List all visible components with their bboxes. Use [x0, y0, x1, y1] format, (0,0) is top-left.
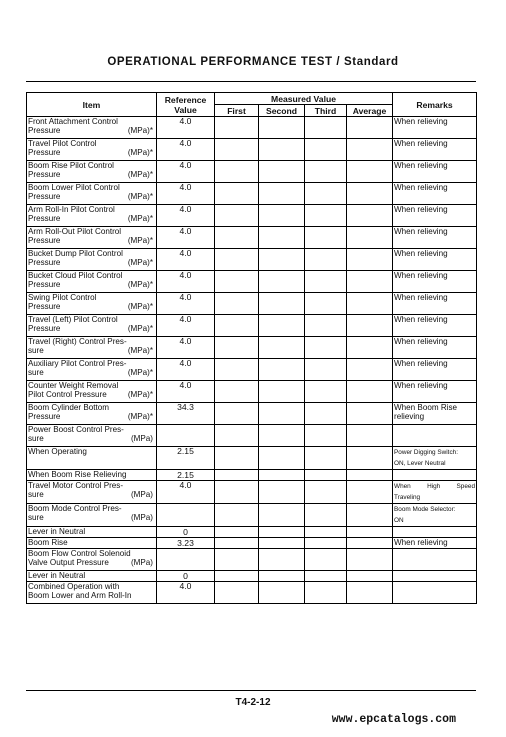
remark: When relieving [393, 205, 477, 227]
item-label: sure [28, 490, 44, 500]
second-measurement-cell[interactable] [259, 470, 305, 481]
first-measurement-cell[interactable] [215, 571, 259, 582]
second-measurement-cell[interactable] [259, 117, 305, 139]
second-measurement-cell[interactable] [259, 337, 305, 359]
item-label: Pressure [28, 280, 61, 290]
item-label: Travel Pilot Control [28, 139, 97, 148]
average-cell[interactable] [347, 271, 393, 293]
remark: When relieving [393, 161, 477, 183]
remark: When relieving [393, 359, 477, 381]
unit-label: (MPa)* [127, 192, 153, 202]
item-label: Travel (Right) Control Pres- [28, 337, 127, 346]
item-label: Boom Cylinder Bottom [28, 403, 109, 412]
remark: When relieving [393, 249, 477, 271]
first-measurement-cell[interactable] [215, 227, 259, 249]
item-label: Pressure [28, 214, 61, 224]
reference-value: 4.0 [157, 359, 215, 381]
second-measurement-cell[interactable] [259, 205, 305, 227]
third-measurement-cell[interactable] [305, 538, 347, 549]
item-label: Travel (Left) Pilot Control [28, 315, 118, 324]
first-measurement-cell[interactable] [215, 549, 259, 571]
item-label: Arm Roll-In Pilot Control [28, 205, 115, 214]
remark: Power Digging Switch: [394, 449, 458, 456]
page-title: OPERATIONAL PERFORMANCE TEST / Standard [107, 56, 399, 68]
item-label: Pressure [28, 324, 61, 334]
remark: relieving [394, 412, 425, 422]
item-label: Pressure [28, 302, 61, 312]
average-cell[interactable] [347, 504, 393, 527]
item-label: Pressure [28, 170, 61, 180]
second-measurement-cell[interactable] [259, 139, 305, 161]
second-measurement-cell[interactable] [259, 293, 305, 315]
unit-label: (MPa)* [127, 390, 153, 400]
average-cell[interactable] [347, 582, 393, 604]
reference-value: 4.0 [157, 227, 215, 249]
first-measurement-cell[interactable] [215, 582, 259, 604]
third-measurement-cell[interactable] [305, 527, 347, 538]
item-label: Travel Motor Control Pres- [28, 481, 124, 490]
third-measurement-cell[interactable] [305, 403, 347, 425]
table-row [27, 571, 477, 582]
reference-value: 4.0 [157, 205, 215, 227]
unit-label: (MPa)* [127, 280, 153, 290]
remark: When relieving [393, 381, 477, 403]
item-label: Auxiliary Pilot Control Pres- [28, 359, 127, 368]
item-label: Bucket Dump Pilot Control [28, 249, 123, 258]
remark: When relieving [393, 183, 477, 205]
second-measurement-cell[interactable] [259, 481, 305, 504]
table-row [27, 470, 477, 481]
remark: When Boom Rise [394, 403, 458, 412]
third-measurement-cell[interactable] [305, 205, 347, 227]
unit-label: (MPa)* [127, 258, 153, 268]
table-row [27, 227, 477, 249]
first-measurement-cell[interactable] [215, 337, 259, 359]
performance-test-table [26, 92, 477, 604]
second-measurement-cell[interactable] [259, 538, 305, 549]
table-row [27, 504, 477, 527]
header-rule [26, 81, 476, 82]
item-label: Boom Lower and Arm Roll-In [28, 591, 132, 601]
header-item: Item [27, 93, 157, 117]
third-measurement-cell[interactable] [305, 425, 347, 447]
item-label: Front Attachment Control [28, 117, 118, 126]
first-measurement-cell[interactable] [215, 481, 259, 504]
average-cell[interactable] [347, 381, 393, 403]
item-label: Arm Roll-Out Pilot Control [28, 227, 122, 236]
item-label: Pilot Control Pressure [28, 390, 107, 400]
item-label: Pressure [28, 258, 61, 268]
table-row [27, 425, 477, 447]
table-row [27, 117, 477, 139]
table-row [27, 271, 477, 293]
average-cell[interactable] [347, 549, 393, 571]
table-row [27, 403, 477, 425]
second-measurement-cell[interactable] [259, 582, 305, 604]
item-label: Pressure [28, 148, 61, 158]
average-cell[interactable] [347, 403, 393, 425]
first-measurement-cell[interactable] [215, 139, 259, 161]
first-measurement-cell[interactable] [215, 538, 259, 549]
table-row [27, 481, 477, 504]
header-first: First [215, 105, 259, 117]
remark: When relieving [393, 293, 477, 315]
item-label: Counter Weight Removal [28, 381, 119, 390]
item-label: sure [28, 513, 44, 523]
average-cell[interactable] [347, 538, 393, 549]
remark: Boom Mode Selector: [394, 506, 456, 513]
second-measurement-cell[interactable] [259, 425, 305, 447]
third-measurement-cell[interactable] [305, 447, 347, 470]
table-row [27, 359, 477, 381]
first-measurement-cell[interactable] [215, 504, 259, 527]
first-measurement-cell[interactable] [215, 271, 259, 293]
remark: ON [394, 517, 404, 524]
unit-label: (MPa)* [127, 126, 153, 136]
third-measurement-cell[interactable] [305, 470, 347, 481]
average-cell[interactable] [347, 447, 393, 470]
remark: When relieving [393, 139, 477, 161]
second-measurement-cell[interactable] [259, 359, 305, 381]
third-measurement-cell[interactable] [305, 249, 347, 271]
item-label: sure [28, 434, 44, 444]
item-label: Bucket Cloud Pilot Control [28, 271, 123, 280]
table-row [27, 249, 477, 271]
table-row [27, 582, 477, 604]
reference-value: 4.0 [157, 249, 215, 271]
item-label: When Boom Rise Relieving [27, 470, 157, 481]
table-row [27, 183, 477, 205]
item-label: Swing Pilot Control [28, 293, 97, 302]
third-measurement-cell[interactable] [305, 337, 347, 359]
item-label: sure [28, 346, 44, 356]
average-cell[interactable] [347, 527, 393, 538]
first-measurement-cell[interactable] [215, 249, 259, 271]
item-label: Boom Rise Pilot Control [28, 161, 114, 170]
reference-value: 2.15 [157, 470, 215, 481]
average-cell[interactable] [347, 337, 393, 359]
third-measurement-cell[interactable] [305, 481, 347, 504]
reference-value: 3.23 [157, 538, 215, 549]
remark: Traveling [394, 494, 421, 501]
item-label: Lever in Neutral [27, 527, 157, 538]
third-measurement-cell[interactable] [305, 227, 347, 249]
item-label: Boom Mode Control Pres- [28, 504, 122, 513]
remark: When relieving [393, 117, 477, 139]
item-label: sure [28, 368, 44, 378]
first-measurement-cell[interactable] [215, 470, 259, 481]
average-cell[interactable] [347, 359, 393, 381]
table-row [27, 293, 477, 315]
third-measurement-cell[interactable] [305, 271, 347, 293]
item-label: Pressure [28, 126, 61, 136]
remark: When relieving [393, 271, 477, 293]
reference-value: 4.0 [157, 582, 215, 604]
reference-value: 4.0 [157, 161, 215, 183]
third-measurement-cell[interactable] [305, 315, 347, 337]
page-number: T4-2-12 [235, 697, 271, 708]
third-measurement-cell[interactable] [305, 582, 347, 604]
first-measurement-cell[interactable] [215, 117, 259, 139]
item-label: Lever in Neutral [27, 571, 157, 582]
second-measurement-cell[interactable] [259, 249, 305, 271]
unit-label: (MPa)* [127, 368, 153, 378]
table-row [27, 139, 477, 161]
table-row [27, 205, 477, 227]
remark: When relieving [393, 315, 477, 337]
average-cell[interactable] [347, 117, 393, 139]
average-cell[interactable] [347, 481, 393, 504]
reference-value: 4.0 [157, 117, 215, 139]
average-cell[interactable] [347, 205, 393, 227]
first-measurement-cell[interactable] [215, 205, 259, 227]
table-row [27, 527, 477, 538]
first-measurement-cell[interactable] [215, 425, 259, 447]
unit-label: (MPa)* [127, 148, 153, 158]
item-label: Pressure [28, 412, 61, 422]
third-measurement-cell[interactable] [305, 183, 347, 205]
item-label: Valve Output Pressure [28, 558, 109, 568]
first-measurement-cell[interactable] [215, 527, 259, 538]
first-measurement-cell[interactable] [215, 403, 259, 425]
first-measurement-cell[interactable] [215, 381, 259, 403]
reference-value: 4.0 [157, 481, 215, 504]
reference-value: 4.0 [157, 183, 215, 205]
third-measurement-cell[interactable] [305, 359, 347, 381]
average-cell[interactable] [347, 571, 393, 582]
reference-value: 0 [157, 571, 215, 582]
third-measurement-cell[interactable] [305, 117, 347, 139]
third-measurement-cell[interactable] [305, 293, 347, 315]
unit-label: (MPa) [130, 434, 153, 444]
item-label: Pressure [28, 192, 61, 202]
second-measurement-cell[interactable] [259, 527, 305, 538]
unit-label: (MPa)* [127, 302, 153, 312]
header-measured-value: Measured Value [215, 93, 393, 105]
header-third: Third [305, 105, 347, 117]
unit-label: (MPa) [130, 490, 153, 500]
remark: When relieving [393, 337, 477, 359]
unit-label: (MPa)* [127, 236, 153, 246]
remark: When relieving [393, 538, 477, 549]
table-row [27, 549, 477, 571]
unit-label: (MPa) [130, 558, 153, 568]
footer-rule [26, 690, 476, 691]
first-measurement-cell[interactable] [215, 359, 259, 381]
remark: ON, Lever Neutral [394, 460, 446, 467]
header-second: Second [259, 105, 305, 117]
average-cell[interactable] [347, 293, 393, 315]
unit-label: (MPa)* [127, 412, 153, 422]
reference-value: 34.3 [157, 403, 215, 425]
first-measurement-cell[interactable] [215, 315, 259, 337]
item-label: When Operating [27, 447, 157, 470]
second-measurement-cell[interactable] [259, 315, 305, 337]
first-measurement-cell[interactable] [215, 161, 259, 183]
remark: When relieving [393, 227, 477, 249]
header-reference-value: Reference Value [157, 93, 215, 117]
reference-value: 4.0 [157, 381, 215, 403]
second-measurement-cell[interactable] [259, 571, 305, 582]
unit-label: (MPa)* [127, 346, 153, 356]
header-average: Average [347, 105, 393, 117]
reference-value: 4.0 [157, 139, 215, 161]
average-cell[interactable] [347, 470, 393, 481]
second-measurement-cell[interactable] [259, 504, 305, 527]
remark: When High Speed [394, 483, 476, 490]
reference-value: 4.0 [157, 293, 215, 315]
table-row [27, 315, 477, 337]
reference-value: 4.0 [157, 271, 215, 293]
second-measurement-cell[interactable] [259, 271, 305, 293]
third-measurement-cell[interactable] [305, 504, 347, 527]
item-label: Boom Rise [27, 538, 157, 549]
average-cell[interactable] [347, 315, 393, 337]
average-cell[interactable] [347, 139, 393, 161]
average-cell[interactable] [347, 425, 393, 447]
unit-label: (MPa)* [127, 214, 153, 224]
item-label: Combined Operation with [28, 582, 120, 591]
third-measurement-cell[interactable] [305, 549, 347, 571]
average-cell[interactable] [347, 161, 393, 183]
reference-value: 4.0 [157, 315, 215, 337]
item-label: Boom Lower Pilot Control [28, 183, 120, 192]
first-measurement-cell[interactable] [215, 447, 259, 470]
reference-value: 2.15 [157, 447, 215, 470]
third-measurement-cell[interactable] [305, 571, 347, 582]
average-cell[interactable] [347, 227, 393, 249]
third-measurement-cell[interactable] [305, 381, 347, 403]
table-row [27, 161, 477, 183]
table-row [27, 337, 477, 359]
unit-label: (MPa)* [127, 324, 153, 334]
unit-label: (MPa)* [127, 170, 153, 180]
third-measurement-cell[interactable] [305, 161, 347, 183]
second-measurement-cell[interactable] [259, 549, 305, 571]
item-label: Pressure [28, 236, 61, 246]
average-cell[interactable] [347, 249, 393, 271]
table-row [27, 381, 477, 403]
table-row [27, 447, 477, 470]
unit-label: (MPa) [130, 513, 153, 523]
header-remarks: Remarks [393, 93, 477, 117]
second-measurement-cell[interactable] [259, 183, 305, 205]
second-measurement-cell[interactable] [259, 161, 305, 183]
first-measurement-cell[interactable] [215, 183, 259, 205]
second-measurement-cell[interactable] [259, 381, 305, 403]
reference-value: 0 [157, 527, 215, 538]
second-measurement-cell[interactable] [259, 403, 305, 425]
website-watermark: www.epcatalogs.com [331, 713, 456, 726]
second-measurement-cell[interactable] [259, 227, 305, 249]
item-label: Power Boost Control Pres- [28, 425, 124, 434]
second-measurement-cell[interactable] [259, 447, 305, 470]
third-measurement-cell[interactable] [305, 139, 347, 161]
first-measurement-cell[interactable] [215, 293, 259, 315]
average-cell[interactable] [347, 183, 393, 205]
table-row [27, 538, 477, 549]
reference-value: 4.0 [157, 337, 215, 359]
item-label: Boom Flow Control Solenoid [28, 549, 131, 558]
